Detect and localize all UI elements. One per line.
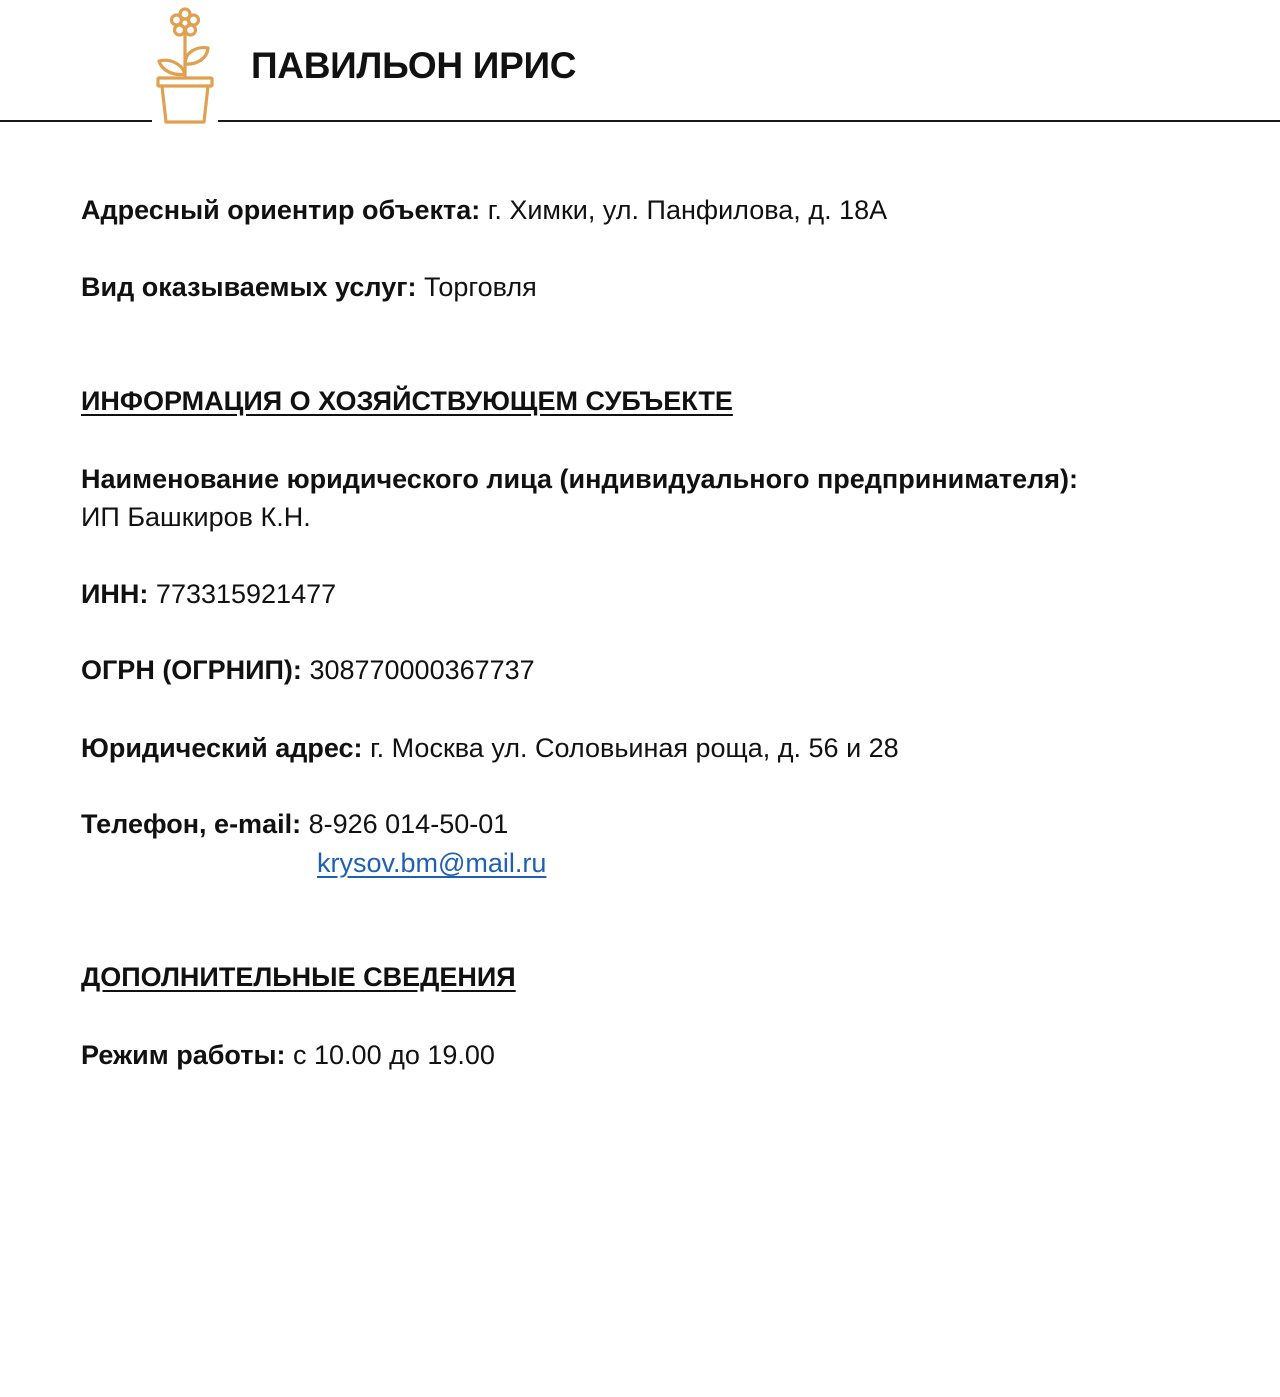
service-type-row bbox=[81, 269, 537, 305]
phone-value: 8-926 014-50-01 bbox=[308, 809, 509, 839]
working-hours-row bbox=[81, 1037, 495, 1073]
entity-section-heading: ИНФОРМАЦИЯ О ХОЗЯЙСТВУЮЩЕМ СУБЪЕКТЕ bbox=[81, 386, 733, 416]
service-type-label: Вид оказываемых услуг: bbox=[81, 272, 417, 302]
working-hours-label: Режим работы: bbox=[81, 1040, 286, 1070]
ogrn-label: ОГРН (ОГРНИП): bbox=[81, 655, 302, 685]
entity-name-label bbox=[81, 461, 1078, 497]
contacts-label: Телефон, e-mail: bbox=[81, 809, 302, 839]
legal-address-value: г. Москва ул. Соловьиная роща, д. 56 и 28 bbox=[370, 733, 899, 763]
object-address-label: Адресный ориентир объекта: bbox=[81, 195, 481, 225]
page-header bbox=[0, 0, 1280, 122]
legal-address-label: Юридический адрес: bbox=[81, 733, 363, 763]
page-title: ПАВИЛЬОН ИРИС bbox=[251, 45, 577, 86]
working-hours-value: с 10.00 до 19.00 bbox=[293, 1040, 495, 1070]
contacts-row bbox=[81, 806, 508, 842]
entity-name-label-text: Наименование юридического лица (индивидуального предпринимателя): bbox=[81, 464, 1078, 494]
email-link[interactable]: krysov.bm@mail.ru bbox=[317, 848, 547, 878]
object-address-row bbox=[81, 192, 887, 228]
object-address-value: г. Химки, ул. Панфилова, д. 18А bbox=[487, 195, 888, 225]
service-type-value: Торговля bbox=[423, 272, 537, 302]
legal-address-row bbox=[81, 730, 899, 766]
entity-name-value: ИП Башкиров К.Н. bbox=[81, 502, 311, 532]
flower-pot-icon bbox=[152, 4, 218, 126]
inn-value: 773315921477 bbox=[155, 579, 337, 609]
ogrn-value: 308770000367737 bbox=[309, 655, 535, 685]
ogrn-row bbox=[81, 652, 535, 688]
inn-label: ИНН: bbox=[81, 579, 149, 609]
additional-section-heading: ДОПОЛНИТЕЛЬНЫЕ СВЕДЕНИЯ bbox=[81, 962, 516, 992]
inn-row bbox=[81, 576, 336, 612]
